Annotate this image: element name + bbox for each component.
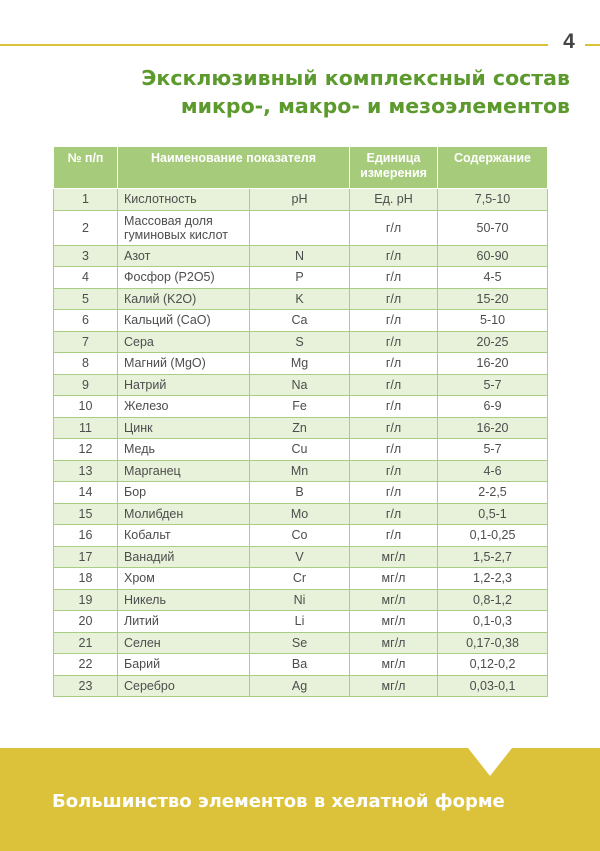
row-value: 15-20 (438, 288, 548, 310)
row-unit: г/л (350, 331, 438, 353)
row-symbol: Cu (250, 439, 350, 461)
row-symbol: Ni (250, 589, 350, 611)
table-row (54, 396, 548, 418)
row-unit: г/л (350, 245, 438, 267)
table-row (54, 503, 548, 525)
row-value: 50-70 (438, 210, 548, 245)
row-symbol: Mo (250, 503, 350, 525)
row-number: 4 (54, 267, 118, 289)
row-name: Молибден (118, 503, 250, 525)
row-unit: мг/л (350, 675, 438, 697)
row-number: 7 (54, 331, 118, 353)
row-symbol: pH (250, 189, 350, 211)
row-symbol: Se (250, 632, 350, 654)
row-name: Марганец (118, 460, 250, 482)
row-value: 16-20 (438, 417, 548, 439)
row-unit: г/л (350, 460, 438, 482)
table-row (54, 589, 548, 611)
row-name: Азот (118, 245, 250, 267)
header-num: № п/п (54, 147, 118, 189)
row-symbol: Na (250, 374, 350, 396)
table-row (54, 210, 548, 245)
row-number: 10 (54, 396, 118, 418)
row-symbol: Mn (250, 460, 350, 482)
row-name: Литий (118, 611, 250, 633)
row-unit: г/л (350, 417, 438, 439)
table-header-row (54, 147, 548, 189)
row-number: 2 (54, 210, 118, 245)
row-value: 0,03-0,1 (438, 675, 548, 697)
row-name: Кальций (CaO) (118, 310, 250, 332)
row-symbol: Ag (250, 675, 350, 697)
table-row (54, 439, 548, 461)
table-row (54, 460, 548, 482)
row-number: 17 (54, 546, 118, 568)
row-value: 0,8-1,2 (438, 589, 548, 611)
row-number: 16 (54, 525, 118, 547)
table-row (54, 267, 548, 289)
row-number: 9 (54, 374, 118, 396)
table-row (54, 568, 548, 590)
row-number: 8 (54, 353, 118, 375)
row-unit: мг/л (350, 589, 438, 611)
row-name: Бор (118, 482, 250, 504)
row-value: 0,17-0,38 (438, 632, 548, 654)
row-number: 15 (54, 503, 118, 525)
header-content: Содержание (438, 147, 548, 189)
row-value: 5-10 (438, 310, 548, 332)
page-title (141, 64, 570, 120)
row-name: Ванадий (118, 546, 250, 568)
row-name: Железо (118, 396, 250, 418)
row-name: Медь (118, 439, 250, 461)
row-symbol: Cr (250, 568, 350, 590)
row-unit: г/л (350, 210, 438, 245)
table-row (54, 675, 548, 697)
row-symbol: B (250, 482, 350, 504)
row-unit: мг/л (350, 568, 438, 590)
row-unit: г/л (350, 439, 438, 461)
top-rule-right (585, 44, 600, 46)
row-unit: Ед. pH (350, 189, 438, 211)
footer-text: Большинство элементов в хелатной форме (52, 791, 505, 812)
row-number: 20 (54, 611, 118, 633)
row-name: Кобальт (118, 525, 250, 547)
row-symbol: Ca (250, 310, 350, 332)
title-line-1: Эксклюзивный комплексный состав (141, 66, 570, 90)
row-name: Фосфор (P2O5) (118, 267, 250, 289)
table-row (54, 189, 548, 211)
row-symbol: Ba (250, 654, 350, 676)
row-value: 16-20 (438, 353, 548, 375)
row-unit: г/л (350, 267, 438, 289)
row-value: 0,1-0,25 (438, 525, 548, 547)
row-name: Массовая доля гуминовых кислот (118, 210, 250, 245)
row-number: 11 (54, 417, 118, 439)
row-name: Хром (118, 568, 250, 590)
table-body (54, 189, 548, 697)
footer-notch (468, 748, 512, 776)
row-name: Серебро (118, 675, 250, 697)
table-row (54, 288, 548, 310)
row-number: 5 (54, 288, 118, 310)
row-number: 22 (54, 654, 118, 676)
row-unit: г/л (350, 396, 438, 418)
page-number: 4 (563, 30, 575, 53)
row-name: Кислотность (118, 189, 250, 211)
row-number: 1 (54, 189, 118, 211)
row-symbol: Co (250, 525, 350, 547)
row-value: 60-90 (438, 245, 548, 267)
row-value: 5-7 (438, 439, 548, 461)
title-line-2: микро-, макро- и мезоэлементов (180, 94, 570, 118)
row-number: 12 (54, 439, 118, 461)
table-row (54, 374, 548, 396)
row-unit: мг/л (350, 632, 438, 654)
row-symbol: N (250, 245, 350, 267)
row-number: 23 (54, 675, 118, 697)
row-unit: мг/л (350, 654, 438, 676)
row-unit: г/л (350, 503, 438, 525)
row-value: 1,5-2,7 (438, 546, 548, 568)
row-name: Сера (118, 331, 250, 353)
row-unit: г/л (350, 288, 438, 310)
row-value: 7,5-10 (438, 189, 548, 211)
table-row (54, 611, 548, 633)
row-symbol: P (250, 267, 350, 289)
row-unit: г/л (350, 374, 438, 396)
table-row (54, 353, 548, 375)
row-value: 0,12-0,2 (438, 654, 548, 676)
row-symbol: S (250, 331, 350, 353)
header-unit: Единица измерения (350, 147, 438, 189)
row-unit: г/л (350, 310, 438, 332)
composition-table (53, 146, 548, 697)
row-name: Никель (118, 589, 250, 611)
table-row (54, 310, 548, 332)
row-symbol: Li (250, 611, 350, 633)
row-symbol: K (250, 288, 350, 310)
row-value: 2-2,5 (438, 482, 548, 504)
row-symbol: Mg (250, 353, 350, 375)
row-number: 6 (54, 310, 118, 332)
table-row (54, 482, 548, 504)
row-name: Калий (K2O) (118, 288, 250, 310)
row-value: 0,5-1 (438, 503, 548, 525)
top-rule (0, 44, 548, 46)
row-name: Магний (MgO) (118, 353, 250, 375)
row-value: 0,1-0,3 (438, 611, 548, 633)
row-number: 13 (54, 460, 118, 482)
row-value: 4-5 (438, 267, 548, 289)
row-unit: г/л (350, 525, 438, 547)
row-number: 14 (54, 482, 118, 504)
row-unit: г/л (350, 482, 438, 504)
row-number: 21 (54, 632, 118, 654)
row-symbol: Fe (250, 396, 350, 418)
row-number: 18 (54, 568, 118, 590)
row-name: Барий (118, 654, 250, 676)
table-row (54, 654, 548, 676)
table-row (54, 331, 548, 353)
table-row (54, 417, 548, 439)
row-value: 5-7 (438, 374, 548, 396)
header-name: Наименование показателя (118, 147, 350, 189)
row-unit: мг/л (350, 611, 438, 633)
row-unit: мг/л (350, 546, 438, 568)
row-value: 6-9 (438, 396, 548, 418)
row-number: 3 (54, 245, 118, 267)
row-name: Цинк (118, 417, 250, 439)
row-value: 4-6 (438, 460, 548, 482)
row-number: 19 (54, 589, 118, 611)
row-name: Селен (118, 632, 250, 654)
table-row (54, 245, 548, 267)
table-row (54, 525, 548, 547)
row-unit: г/л (350, 353, 438, 375)
row-symbol: Zn (250, 417, 350, 439)
row-name: Натрий (118, 374, 250, 396)
row-symbol: V (250, 546, 350, 568)
row-symbol (250, 210, 350, 245)
row-value: 20-25 (438, 331, 548, 353)
table-row (54, 546, 548, 568)
row-value: 1,2-2,3 (438, 568, 548, 590)
table-row (54, 632, 548, 654)
